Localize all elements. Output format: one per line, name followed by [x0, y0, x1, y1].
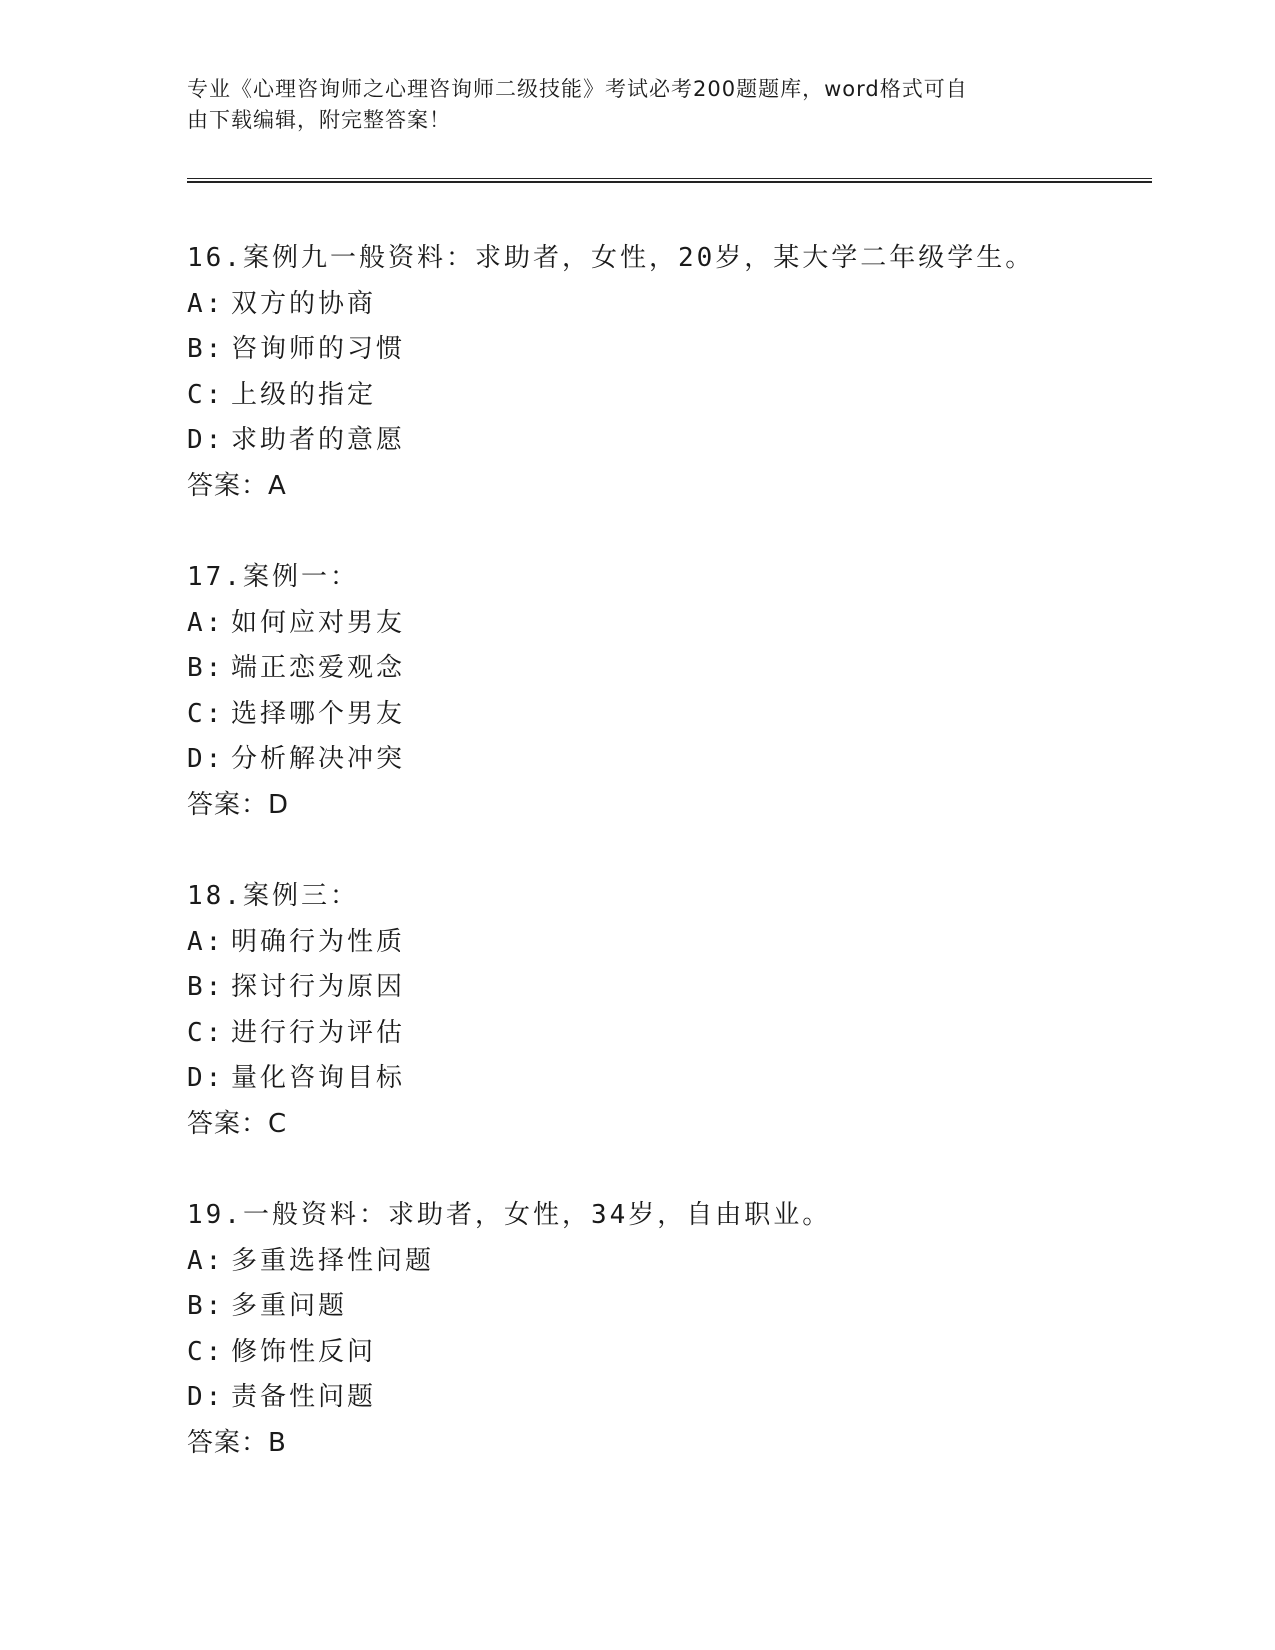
- option-d: [187, 1056, 1147, 1102]
- header-divider-thick: [187, 181, 1152, 183]
- option-text: 多重问题: [231, 1291, 348, 1321]
- option-d: [187, 737, 1147, 783]
- option-text: 端正恋爱观念: [231, 653, 406, 683]
- option-text: 进行行为评估: [231, 1017, 406, 1048]
- option-d: [187, 418, 1147, 464]
- option-c: [187, 1011, 1147, 1057]
- option-b: [187, 327, 1147, 373]
- question-19: [187, 1193, 1147, 1466]
- option-b: [187, 1284, 1147, 1330]
- option-letter: A:: [187, 607, 225, 638]
- option-text: 修饰性反问: [231, 1336, 377, 1367]
- question-17: [187, 555, 1147, 828]
- option-letter: A:: [187, 288, 225, 319]
- option-letter: C:: [187, 1017, 225, 1048]
- option-letter: D:: [187, 744, 225, 774]
- question-stem: 16.案例九一般资料：求助者，女性，20岁，某大学二年级学生。: [187, 243, 1035, 273]
- option-text: 探讨行为原因: [231, 972, 406, 1002]
- answer-line: 答案：B: [187, 1427, 287, 1458]
- option-c: [187, 1330, 1147, 1376]
- option-letter: B:: [187, 653, 225, 683]
- option-text: 如何应对男友: [231, 607, 406, 638]
- option-text: 选择哪个男友: [231, 698, 406, 729]
- option-letter: D:: [187, 425, 225, 455]
- question-stem: 17.案例一：: [187, 562, 359, 592]
- answer-line: 答案：A: [187, 470, 287, 501]
- option-text: 责备性问题: [231, 1382, 377, 1412]
- option-letter: D:: [187, 1382, 225, 1412]
- question-18: [187, 874, 1147, 1147]
- option-letter: A:: [187, 1245, 225, 1276]
- option-c: [187, 373, 1147, 419]
- option-a: [187, 601, 1147, 647]
- option-b: [187, 646, 1147, 692]
- option-c: [187, 692, 1147, 738]
- answer-line: 答案：C: [187, 1108, 288, 1139]
- option-a: [187, 282, 1147, 328]
- option-letter: A:: [187, 926, 225, 957]
- option-a: [187, 920, 1147, 966]
- option-letter: C:: [187, 379, 225, 410]
- option-letter: B:: [187, 334, 225, 364]
- option-text: 量化咨询目标: [231, 1063, 406, 1093]
- option-d: [187, 1375, 1147, 1421]
- option-letter: B:: [187, 1291, 225, 1321]
- option-a: [187, 1239, 1147, 1285]
- header-line-1: 专业《心理咨询师之心理咨询师二级技能》考试必考200题题库，word格式可自: [187, 77, 968, 101]
- option-text: 明确行为性质: [231, 926, 406, 957]
- option-letter: C:: [187, 1336, 225, 1367]
- option-text: 双方的协商: [231, 288, 377, 319]
- question-16: [187, 236, 1147, 509]
- header-divider-thin: [187, 178, 1152, 179]
- question-stem: 18.案例三：: [187, 881, 359, 911]
- option-text: 咨询师的习惯: [231, 334, 406, 364]
- document-header: [187, 74, 1067, 136]
- option-text: 多重选择性问题: [231, 1245, 435, 1276]
- option-letter: D:: [187, 1063, 225, 1093]
- option-letter: B:: [187, 972, 225, 1002]
- option-text: 求助者的意愿: [231, 425, 406, 455]
- header-line-2: 由下载编辑，附完整答案！: [187, 108, 451, 132]
- question-list: [187, 236, 1147, 1512]
- option-text: 上级的指定: [231, 379, 377, 410]
- answer-line: 答案：D: [187, 789, 290, 820]
- option-text: 分析解决冲突: [231, 744, 406, 774]
- option-letter: C:: [187, 698, 225, 729]
- option-b: [187, 965, 1147, 1011]
- question-stem: 19.一般资料：求助者，女性，34岁，自由职业。: [187, 1200, 832, 1230]
